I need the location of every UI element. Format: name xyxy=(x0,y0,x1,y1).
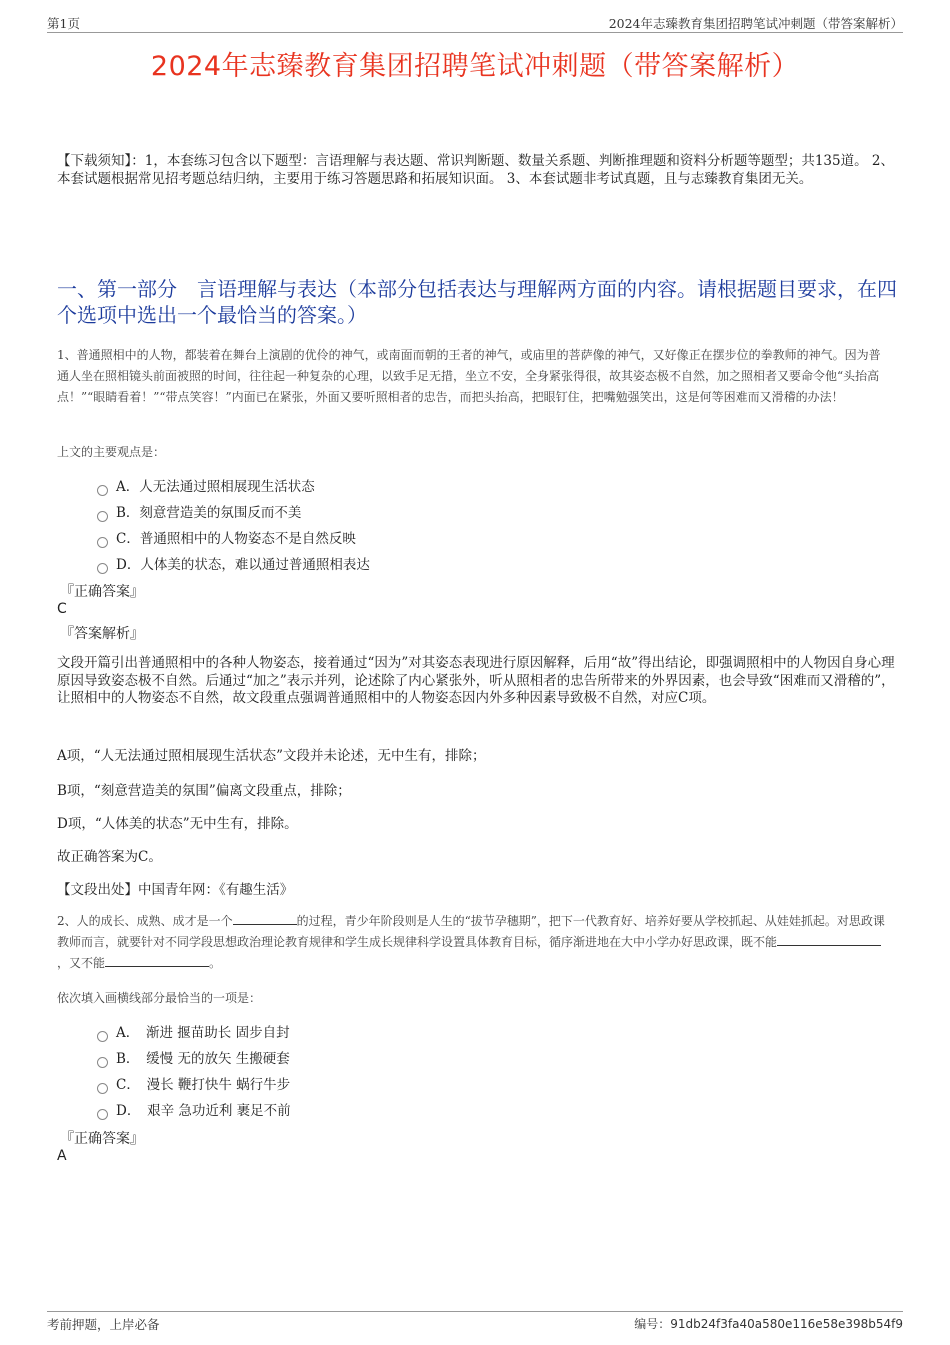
page-footer xyxy=(47,1311,903,1334)
option-a[interactable]: A．人无法通过照相展现生活状态 xyxy=(97,474,370,500)
option-b[interactable]: B． 缓慢 无的放矢 生搬硬套 xyxy=(97,1046,291,1072)
question-2-prompt: 依次填入画横线部分最恰当的一项是： xyxy=(57,991,262,1005)
footer-slogan: 考前押题，上岸必备 xyxy=(47,1317,160,1332)
page-number: 第1页 xyxy=(47,16,80,31)
option-a[interactable]: A． 渐进 揠苗助长 固步自封 xyxy=(97,1020,291,1046)
analysis-option-b: B项，“刻意营造美的氛围”偏离文段重点，排除； xyxy=(57,783,351,799)
radio-icon[interactable] xyxy=(97,511,108,522)
analysis-text: 文段开篇引出普通照相中的各种人物姿态，接着通过“因为”对其姿态表现进行原因解释，后用“故”得出结论，即强调照相中的人物因自身心理原因导致姿态极不自然。后通过“加之”表示并列，论述除了内心紧张外，听从照相者的忠告所带来的外界因素，也会导致“困难而又滑稽的”，让照相中的人物姿态不自然，故文段重点强调普通照相中的人物姿态因内外多种因素导致极不自然，对应C项。 xyxy=(57,655,895,706)
header-doc-title: 2024年志臻教育集团招聘笔试冲刺题（带答案解析） xyxy=(608,16,903,31)
text-source: 【文段出处】中国青年网：《有趣生活》 xyxy=(57,882,294,898)
radio-icon[interactable] xyxy=(97,1031,108,1042)
analysis-conclusion: 故正确答案为C。 xyxy=(57,849,162,865)
radio-icon[interactable] xyxy=(97,563,108,574)
question-1-options xyxy=(97,474,370,578)
radio-icon[interactable] xyxy=(97,1083,108,1094)
answer-value: A xyxy=(57,1148,67,1164)
option-b[interactable]: B．刻意营造美的氛围反而不美 xyxy=(97,500,370,526)
question-1-prompt: 上文的主要观点是： xyxy=(57,445,166,459)
blank-3[interactable] xyxy=(105,954,209,967)
option-c[interactable]: C．普通照相中的人物姿态不是自然反映 xyxy=(97,526,370,552)
radio-icon[interactable] xyxy=(97,1057,108,1068)
analysis-option-a: A项，“人无法通过照相展现生活状态”文段并未论述，无中生有，排除； xyxy=(57,748,486,764)
answer-value: C xyxy=(57,601,67,617)
question-1-stem: 1、普通照相中的人物，都装着在舞台上演剧的优伶的神气，或南面而朝的王者的神气，或庙里的菩萨像的神气，又好像正在摆步位的拳教师的神气。因为普通人坐在照相镜头前面被照的时间，往往起一种复杂的心理，以致手足无措，坐立不安，全身紧张得很，故其姿态极不自然，加之照相者又要命令他“头抬高点！”“眼睛看着！”“带点笑容！”内面已在紧张，外面又要听照相者的忠告，而把头抬高，把眼钉住，把嘴勉强笑出，这是何等困难而又滑稽的办法！ xyxy=(57,348,881,404)
analysis-option-d: D项，“人体美的状态”无中生有，排除。 xyxy=(57,816,298,832)
radio-icon[interactable] xyxy=(97,537,108,548)
question-2-stem: 2、人的成长、成熟、成才是一个 的过程，青少年阶段则是人生的“拔节孕穗期”，把下一代教育好、培养好要从学校抓起、从娃娃抓起。对思政课教师而言，就要针对不同学段思想政治理论教育规律和学生成长规律科学设置具体教育目标，循序渐进地在大中小学办好思政课，既不能，又不能 。 xyxy=(57,914,885,970)
option-d[interactable]: D．人体美的状态，难以通过普通照相表达 xyxy=(97,552,370,578)
section-title: 一、第一部分 言语理解与表达（本部分包括表达与理解两方面的内容。请根据题目要求，在四个选项中选出一个最恰当的答案。） xyxy=(57,277,897,327)
answer-label: 『正确答案』 xyxy=(60,1131,144,1147)
answer-label: 『正确答案』 xyxy=(60,584,144,600)
blank-1[interactable] xyxy=(233,912,297,925)
document-id: 编号：91db24f3fa40a580e116e58e398b54f9 xyxy=(634,1317,903,1331)
question-2-options xyxy=(97,1020,291,1124)
option-d[interactable]: D． 艰辛 急功近利 裹足不前 xyxy=(97,1098,291,1124)
option-c[interactable]: C． 漫长 鞭打快牛 蜗行牛步 xyxy=(97,1072,291,1098)
document-title: 2024年志臻教育集团招聘笔试冲刺题（带答案解析） xyxy=(150,51,800,82)
radio-icon[interactable] xyxy=(97,1109,108,1120)
radio-icon[interactable] xyxy=(97,485,108,496)
page-header xyxy=(47,14,903,33)
blank-2[interactable] xyxy=(777,933,881,946)
download-notice: 【下载须知】：1，本套练习包含以下题型：言语理解与表达题、常识判断题、数量关系题、判断推理题和资料分析题等题型；共135道。 2、本套试题根据常见招考题总结归纳，主要用于练习答题思路和拓展知识面。 3、本套试题非考试真题，且与志臻教育集团无关。 xyxy=(57,153,894,187)
analysis-label: 『答案解析』 xyxy=(60,626,144,642)
